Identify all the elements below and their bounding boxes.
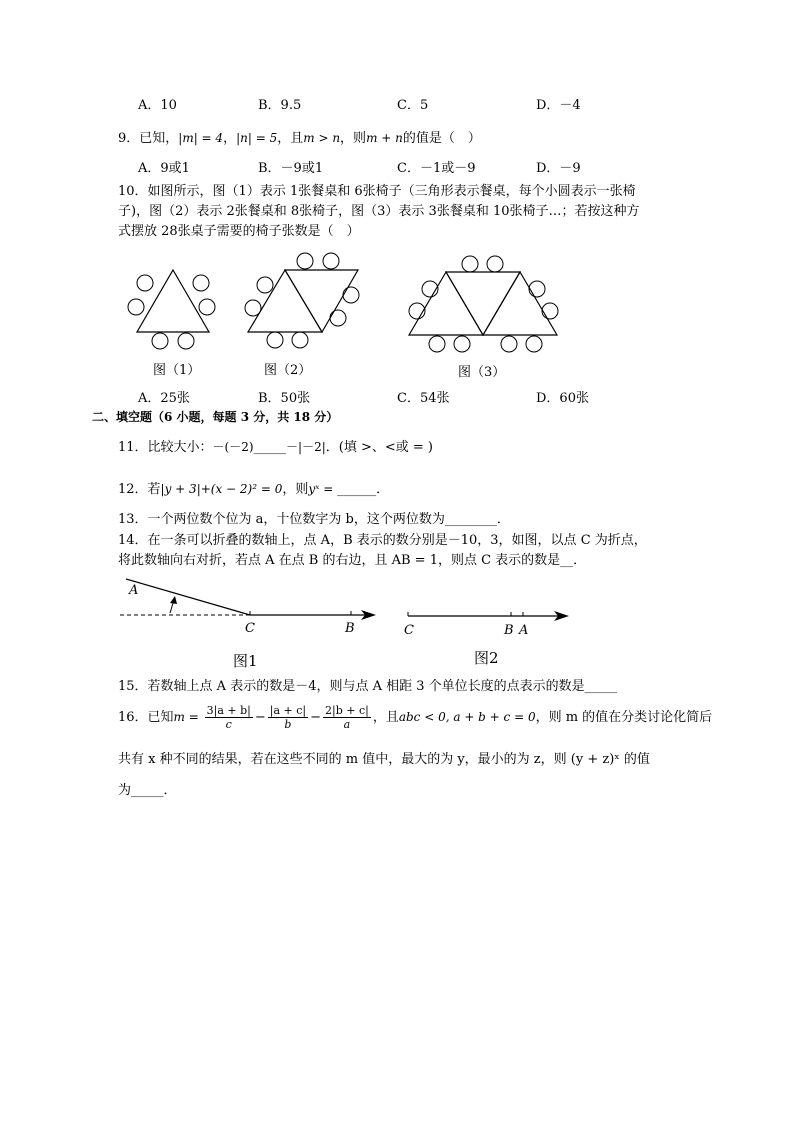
figure-3-caption: 图（3） — [458, 365, 506, 380]
q10-option-d: D．60张 — [536, 391, 589, 406]
q16-m: m = — [173, 710, 203, 724]
q9-comma: ， — [223, 131, 237, 146]
q9-abs-n: |n| = 5 — [236, 131, 278, 145]
q16-fraction-2 — [268, 704, 308, 731]
q10-option-c: C．54张 — [397, 391, 450, 406]
q9-post: ，则 — [340, 131, 367, 146]
table-figure-3 — [402, 252, 567, 356]
q9-and: ，且 — [277, 131, 304, 146]
q9-abs-m: |m| = 4 — [178, 131, 224, 145]
q8-option-c: C．5 — [397, 98, 429, 113]
question-14-line2: 将此数轴向右对折，若点 A 在点 B 的右边，且 AB = 1，则点 C 表示的数是__． — [118, 553, 587, 568]
q11-blank: _____ — [253, 440, 287, 455]
q12-blank: ______ — [337, 482, 377, 497]
q9-expr: m + n — [366, 131, 403, 145]
q9-option-a: A．9或1 — [138, 161, 190, 176]
q12-tail: ． — [376, 482, 390, 497]
figure-2-caption: 图（2） — [264, 363, 312, 378]
q9-option-b: B．－9或1 — [258, 161, 324, 176]
question-11 — [118, 438, 433, 457]
q11-tail: ．(填 >、<或 = ) — [325, 440, 433, 455]
fold-number-line-figure-2 — [405, 608, 575, 624]
question-10-line2: 子)，图（2）表示 2张餐桌和 8张椅子，图（3）表示 3张餐桌和 10张椅子…；若按这种方 — [118, 204, 640, 219]
q16-frac2-den: b — [284, 718, 292, 731]
q16-cond-post: ，则 m 的值在分类讨论化简后 — [535, 710, 713, 725]
q9-cond: m > n — [303, 131, 341, 145]
q8-option-d: D．－4 — [536, 98, 581, 113]
q16-cond: abc < 0, a + b + c = 0 — [398, 710, 536, 724]
q16-frac3-num: 2|b + c| — [325, 704, 369, 717]
question-9-stem — [118, 129, 481, 148]
q12-pre: 12．若 — [118, 482, 161, 497]
q12-expr: yˣ = — [308, 482, 338, 496]
fig2-point-c: C — [404, 623, 414, 638]
q11-left: －(－2) — [212, 440, 254, 454]
table-figure-1 — [130, 266, 220, 352]
question-10-line3: 式摆放 28张桌子需要的椅子张数是（ ） — [118, 224, 360, 239]
question-12 — [118, 480, 389, 499]
q9-pre: 9．已知， — [118, 131, 179, 146]
q9-option-c: C．－1或－9 — [397, 161, 476, 176]
q16-minus-1: − — [254, 710, 266, 725]
q16-fraction-1 — [205, 704, 253, 731]
fig1-point-b: B — [345, 621, 355, 636]
q8-option-b: B．9.5 — [258, 98, 302, 113]
question-15: 15．若数轴上点 A 表示的数是－4，则与点 A 相距 3 个单位长度的点表示的数是_____ — [118, 679, 618, 694]
q11-pre: 11．比较大小： — [118, 440, 213, 455]
q16-fraction-3 — [323, 704, 371, 731]
section-2-heading: 二、填空题（6 小题，每题 3 分，共 18 分） — [92, 410, 339, 424]
figure-q14-2-caption: 图2 — [474, 649, 499, 667]
q10-option-b: B．50张 — [258, 391, 311, 406]
question-13: 13．一个两位数个位为 a，十位数字为 b，这个两位数为________． — [118, 512, 510, 527]
figure-q14-1-caption: 图1 — [233, 652, 258, 670]
fig1-point-a: A — [129, 583, 139, 598]
q11-right: －|－2| — [286, 440, 326, 454]
fig2-point-a: A — [519, 623, 529, 638]
q16-frac2-num: |a + c| — [269, 704, 307, 717]
fig2-point-b: B — [504, 623, 514, 638]
q16-frac1-num: 3|a + b| — [206, 704, 251, 717]
q10-option-a: A．25张 — [138, 391, 190, 406]
q16-minus-2: − — [310, 710, 321, 725]
q9-tail: 的值是（ ） — [402, 131, 481, 146]
q12-equation: |y + 3|+(x − 2)² = 0 — [160, 482, 283, 496]
question-16-line2: 共有 x 种不同的结果，若在这些不同的 m 值中，最大的为 y，最小的为 z，则 (y + z)ˣ 的值 — [118, 752, 650, 767]
question-10-line1: 10．如图所示，图（1）表示 1张餐桌和 6张椅子（三角形表示餐桌，每个小圆表示一张椅 — [118, 184, 636, 199]
q9-option-d: D．－9 — [536, 161, 581, 176]
q16-cond-pre: ，且 — [372, 710, 399, 725]
question-14-line1: 14．在一条可以折叠的数轴上，点 A，B 表示的数分别是－10，3，如图，以点 C 为折点， — [118, 533, 647, 548]
figure-1-caption: 图（1） — [153, 363, 201, 378]
q12-mid: ，则 — [282, 482, 309, 497]
fig1-point-c: C — [245, 621, 255, 636]
q8-option-a: A．10 — [138, 98, 177, 113]
q16-pre: 16．已知 — [118, 710, 174, 725]
question-16-line3: 为_____． — [118, 783, 177, 798]
q16-frac3-den: a — [343, 718, 351, 731]
q16-frac1-den: c — [225, 718, 232, 731]
table-figure-2 — [240, 250, 370, 350]
question-16-line1 — [118, 700, 712, 735]
